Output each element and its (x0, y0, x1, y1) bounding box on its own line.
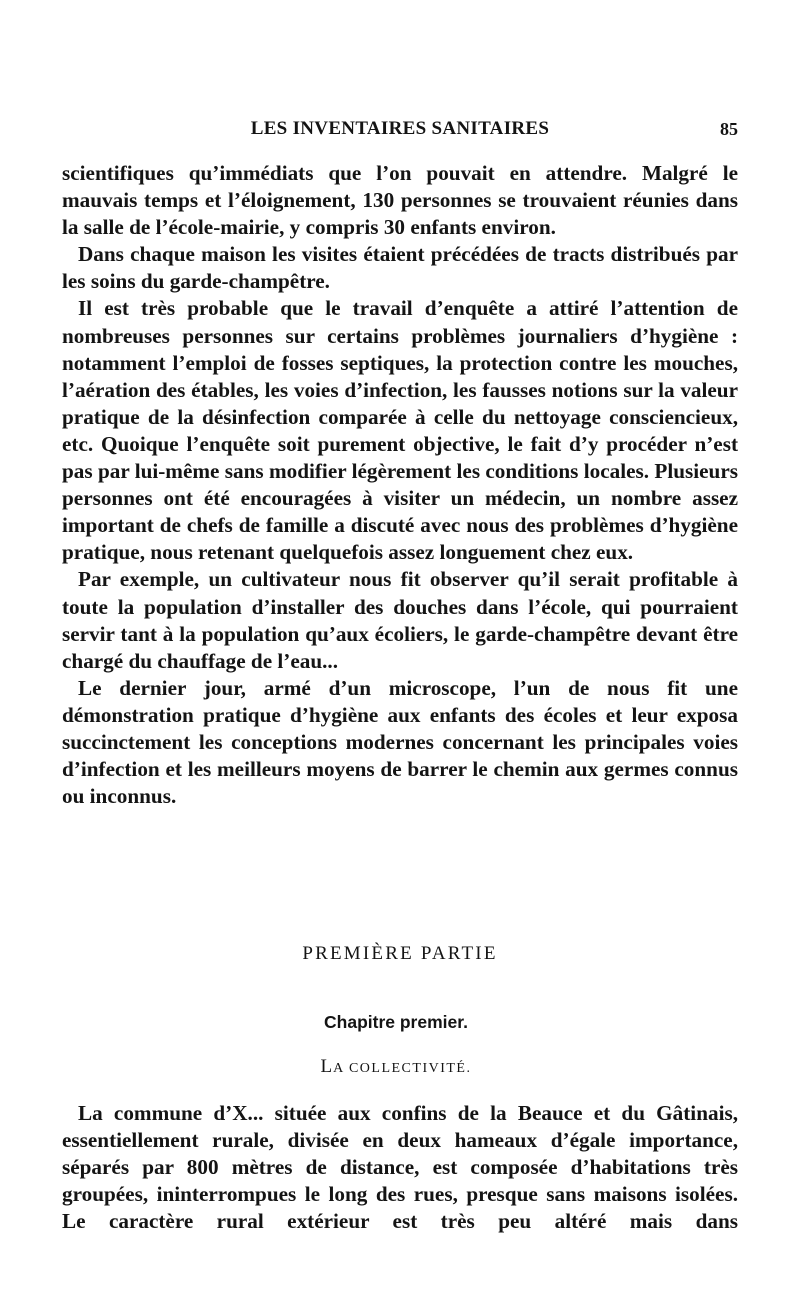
part-heading: PREMIÈRE PARTIE (302, 943, 498, 964)
paragraph: Il est très probable que le travail d’enquête a attiré l’attention de nombreuses personnes sur certains problèmes journaliers d’hygiène : notamment l’emploi de fosses septiques, la protection contre les mouches, l’aération des étables, les voies d’infection, les fausses notions sur la valeur pratique de la désinfection comparée à celle du nettoyage consciencieux, etc. Quoique l’enquête soit purement objective, le fait d’y procéder n’est pas par lui-même sans modifier légèrement les conditions locales. Plusieurs personnes ont été encouragées à visiter un médecin, un nombre assez important de chefs de famille a discuté avec nous des problèmes d’hygiène pratique, nous retenant quelquefois assez longuement chez eux. (62, 296, 738, 565)
paragraph: La commune d’X... située aux confins de la Beauce et du Gâtinais, essentiellement rurale, divisée en deux hameaux d’égale importance, séparés par 800 mètres de distance, est composée d’habitations très groupées, ininterrompues le long des rues, presque sans maisons isolées. Le caractère rural extérieur est très peu altéré mais dans (62, 1101, 738, 1234)
paragraph: scientifiques qu’immédiats que l’on pouvait en attendre. Malgré le mauvais temps et l’éloignement, 130 personnes se trouvaient réunies dans la salle de l’école-mairie, y compris 30 enfants environ. (62, 161, 738, 240)
running-head (62, 118, 738, 142)
section-heading (0, 1056, 792, 1078)
page-number: 85 (720, 119, 738, 139)
paragraph: Le dernier jour, armé d’un microscope, l’un de nous fit une démonstration pratique d’hygiène aux enfants des écoles et leur exposa succinctement les conceptions modernes concernant les principales voies d’infection et les meilleurs moyens de barrer le chemin aux germes connus ou inconnus. (62, 675, 738, 809)
chapter-heading: Chapitre premier. (324, 1012, 468, 1032)
section-heading-initial: L (320, 1056, 334, 1077)
section-heading-rest: A COLLECTIVITÉ. (333, 1061, 472, 1076)
running-title: LES INVENTAIRES SANITAIRES (250, 118, 550, 139)
body-text-top (62, 160, 738, 810)
paragraph: Par exemple, un cultivateur nous fit observer qu’il serait profitable à toute la population d’installer des douches dans l’école, qui pourraient servir tant à la population qu’aux écoliers, le garde-champêtre devant être chargé du chauffage de l’eau... (62, 567, 738, 673)
paragraph: Dans chaque maison les visites étaient précédées de tracts distribués par les soins du garde-champêtre. (62, 242, 738, 294)
body-text-bottom (62, 1100, 738, 1235)
